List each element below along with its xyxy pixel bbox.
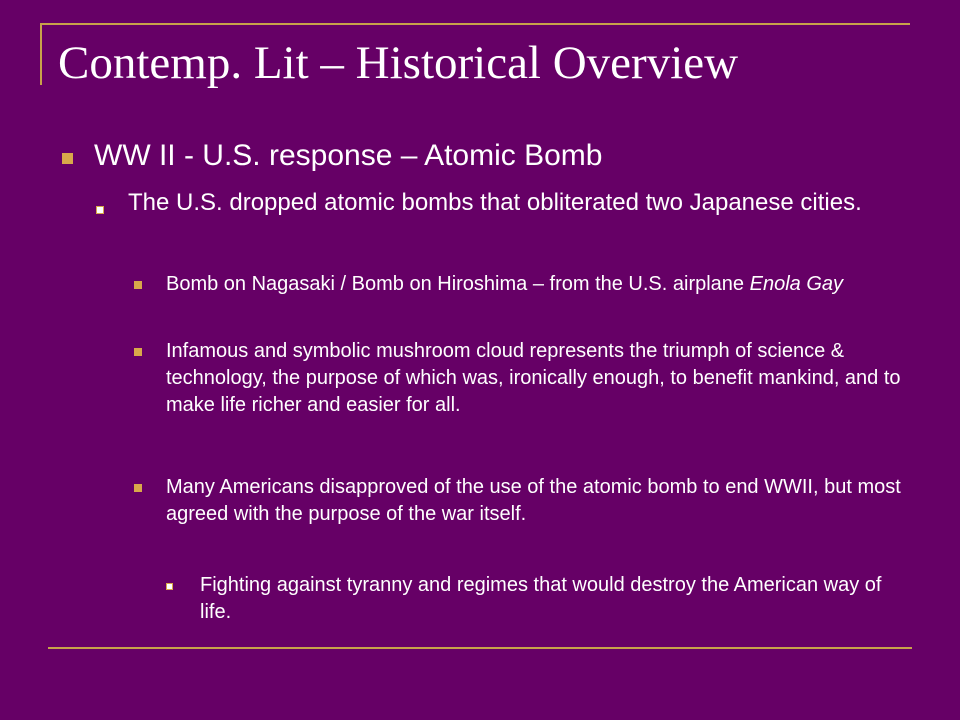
sub-detail-1: Fighting against tyranny and regimes that would destroy the American way of life. — [200, 574, 882, 623]
square-bullet-icon — [134, 281, 142, 289]
square-bullet-icon — [134, 484, 142, 492]
checkbox-bullet-icon — [166, 583, 173, 590]
slide-title: Contemp. Lit – Historical Overview — [58, 37, 739, 89]
top-rule — [40, 23, 910, 25]
left-rule — [40, 23, 42, 85]
bullet-point-1: WW II - U.S. response – Atomic Bomb — [94, 139, 603, 172]
detail-1-text: Bomb on Nagasaki / Bomb on Hiroshima – from the U.S. airplane — [166, 273, 745, 295]
bottom-rule — [48, 647, 912, 649]
square-bullet-icon — [62, 153, 73, 164]
enola-gay-text: Enola Gay — [749, 273, 843, 295]
checkbox-bullet-icon — [96, 206, 104, 214]
detail-point-2: Infamous and symbolic mushroom cloud represents the triumph of science & technology, the purpose of which was, ironically enough, to benefit mankind, and to make life richer and easier for all. — [166, 340, 901, 416]
square-bullet-icon — [134, 348, 142, 356]
detail-point-3: Many Americans disapproved of the use of the atomic bomb to end WWII, but most agreed with the purpose of the war itself. — [166, 476, 901, 525]
detail-point-1 — [166, 271, 916, 298]
sub-point-1: The U.S. dropped atomic bombs that obliterated two Japanese cities. — [128, 189, 862, 216]
